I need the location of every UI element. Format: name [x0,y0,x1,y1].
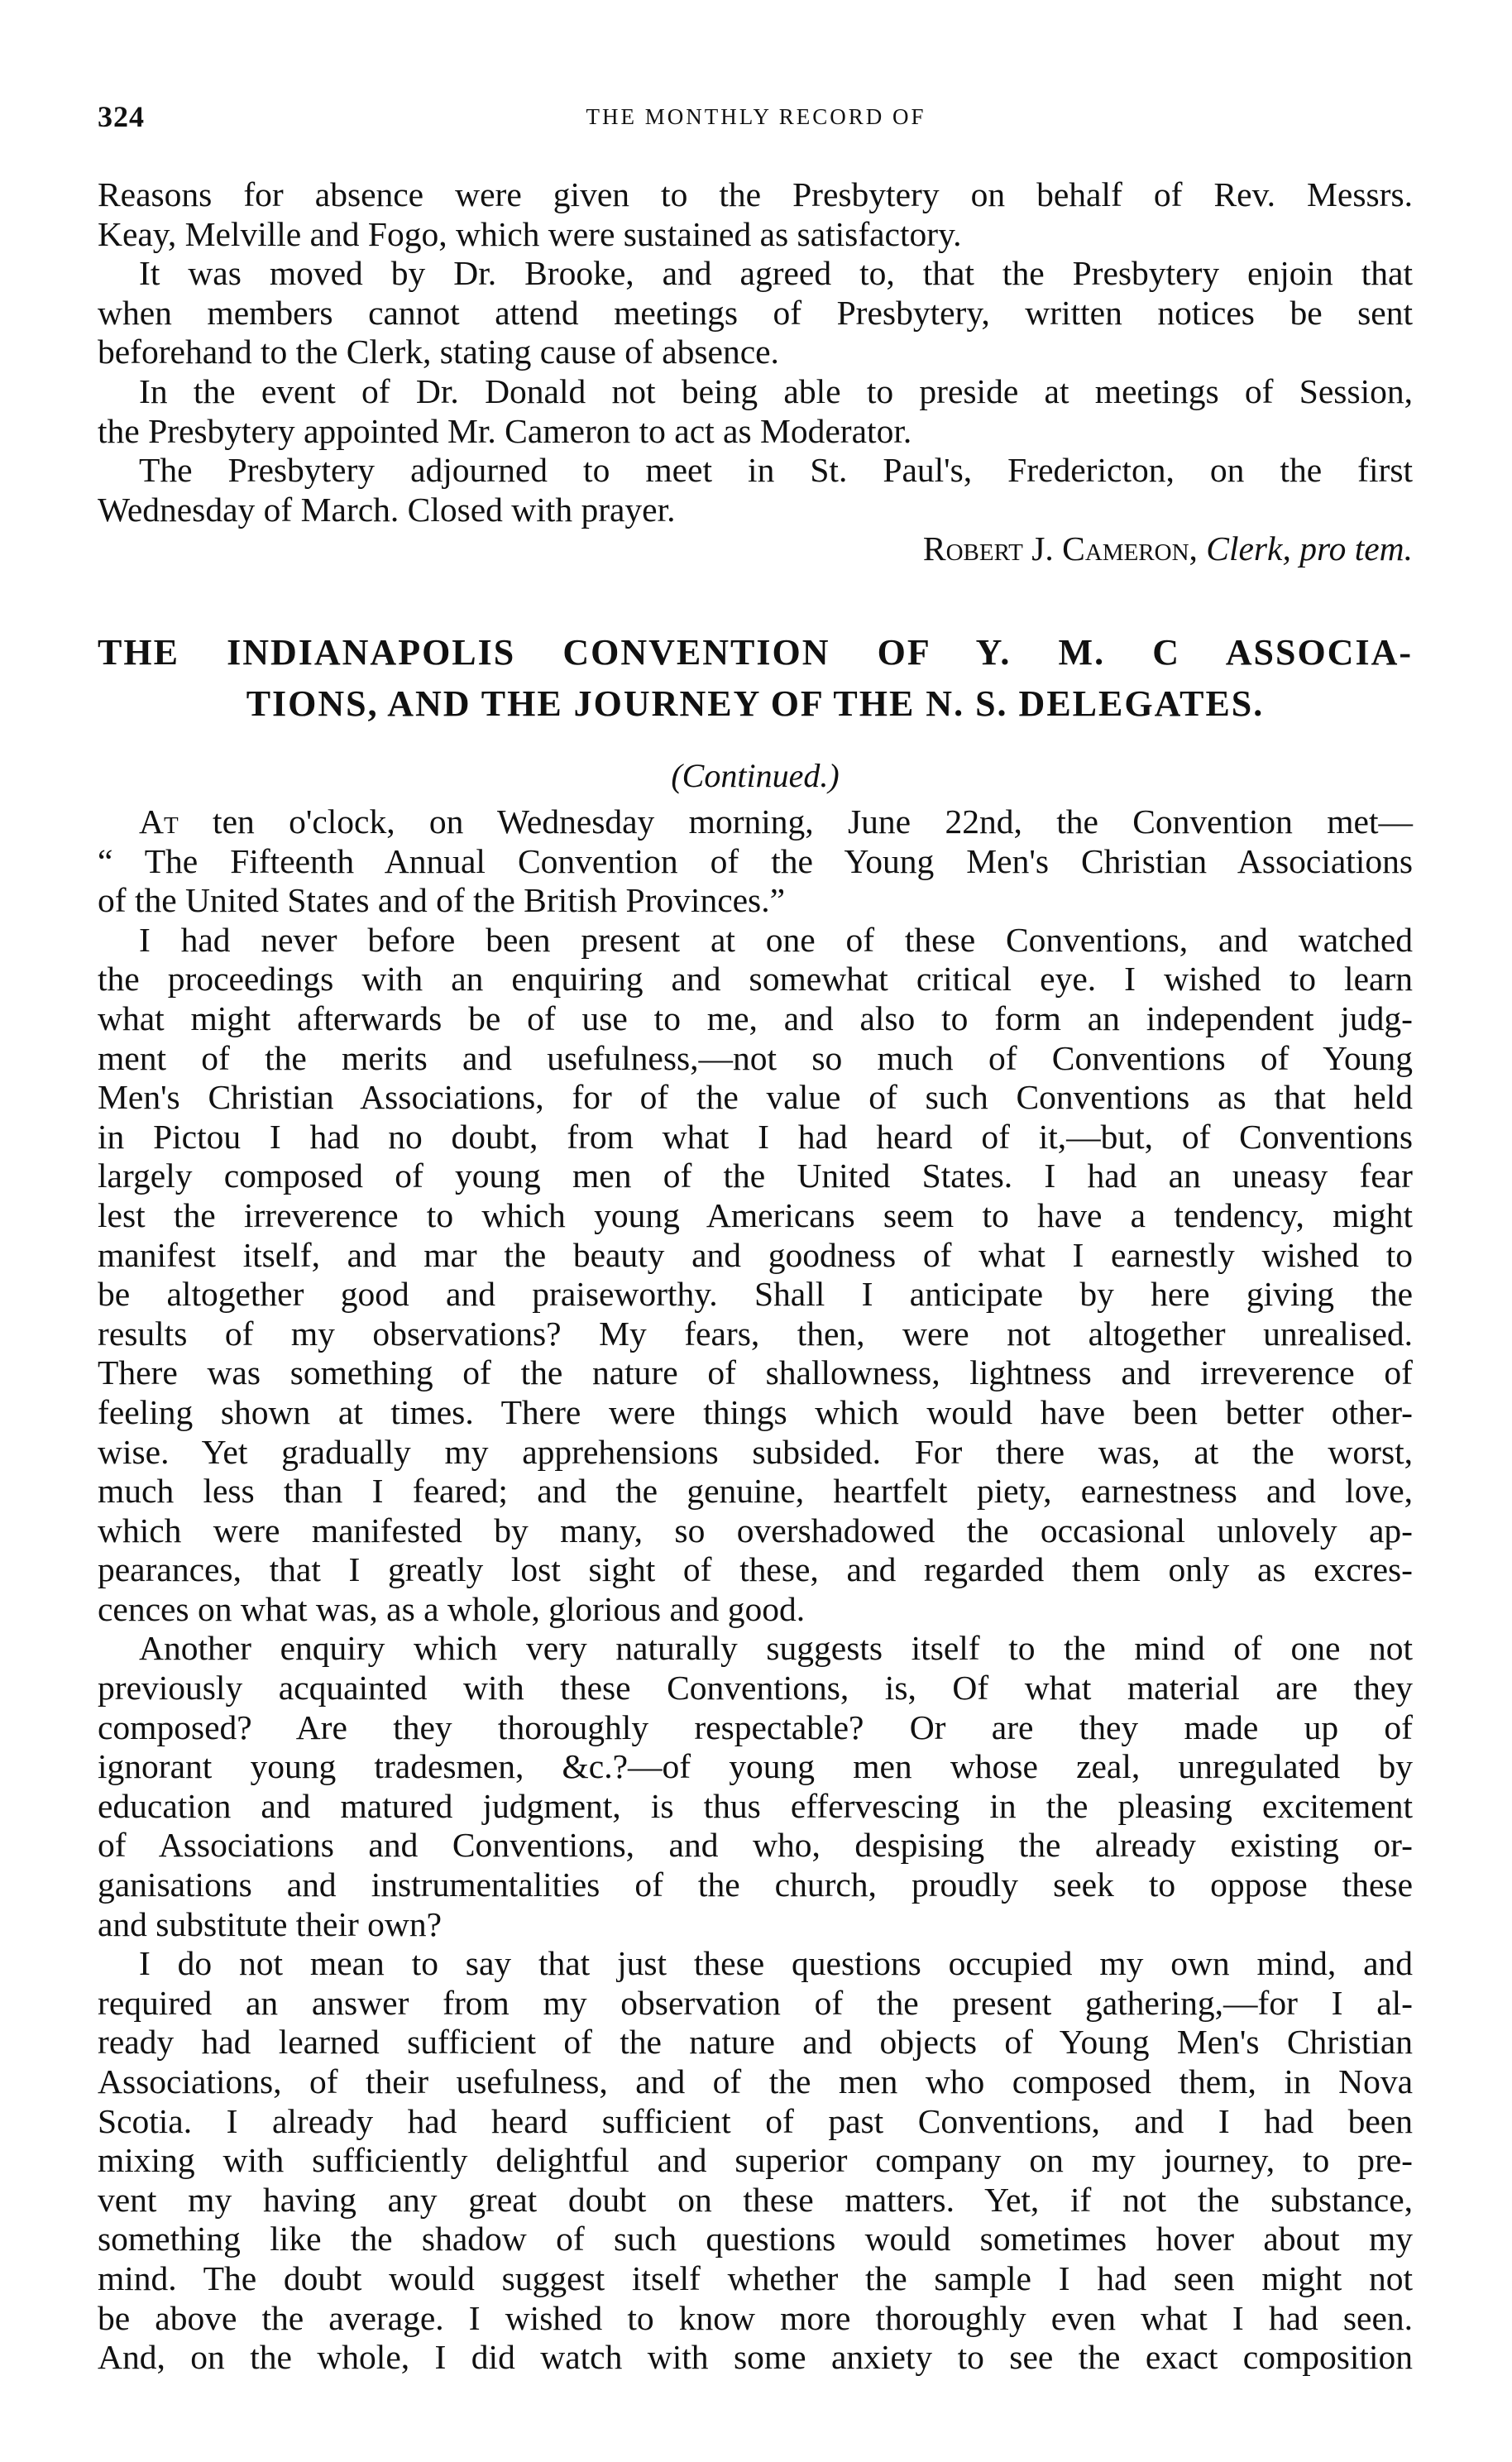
text-line: In the event of Dr. Donald not being able to preside at meetings of Session, [139,371,1413,410]
text-line: ment of the merits and usefulness,—not so much of Conventions of Young [98,1038,1413,1077]
text-line: I had never before been present at one of these Conventions, and watched [139,920,1413,959]
text-line: mixing with sufficiently delightful and superior company on my journey, to pre- [98,2141,1413,2180]
text-line: Keay, Melville and Fogo, which were sustained as satisfactory. [98,214,962,253]
signature [98,529,1413,569]
text-line: mind. The doubt would suggest itself whether the sample I had seen might not [98,2258,1413,2297]
text-line: something like the shadow of such questions would sometimes hover about my [98,2220,1413,2258]
text-line: Reasons for absence were given to the Presbytery on behalf of Rev. Messrs. [98,175,1413,213]
text-line: Wednesday of March. Closed with prayer. [98,490,676,529]
text-line: previously acquainted with these Conventions, is, Of what material are they [98,1669,1413,1708]
text-line: which were manifested by many, so overshadowed the occasional unlovely ap- [98,1511,1413,1550]
text-line: of the United States and of the British Provinces.” [98,881,785,920]
text-line: “ The Fifteenth Annual Convention of the Young Men's Christian Associations [98,841,1413,880]
text-line: I do not mean to say that just these questions occupied my own mind, and [139,1944,1413,1983]
article-title-line: TIONS, AND THE JOURNEY OF THE N. S. DELEGATES. [246,683,1265,724]
text-line: manifest itself, and mar the beauty and goodness of what I earnestly wished to [98,1235,1413,1274]
text-line: what might afterwards be of use to me, and also to form an independent judg- [98,999,1413,1037]
text-line: The Presbytery adjourned to meet in St. Paul's, Fredericton, on the first [139,451,1413,490]
text-line: in Pictou I had no doubt, from what I had heard of it,—but, of Conventions [98,1117,1413,1156]
page-number: 324 [98,100,145,133]
article-body [98,802,1413,2378]
text-line: largely composed of young men of the United States. I had an uneasy fear [98,1157,1413,1195]
text-line: results of my observations? My fears, then, were not altogether unrealised. [98,1314,1413,1353]
text-line: education and matured judgment, is thus effervescing in the pleasing excitement [98,1786,1413,1825]
signature-role: Clerk, pro tem. [1206,529,1413,568]
article-title [98,627,1413,730]
text-line: feeling shown at times. There were things which would have been better other- [98,1392,1413,1431]
text-line: Associations, of their usefulness, and of the men who composed them, in Nova [98,2062,1413,2100]
text-line: be above the average. I wished to know more thoroughly even what I had seen. [98,2298,1413,2337]
text-line: Scotia. I already had heard sufficient of past Conventions, and I had been [98,2101,1413,2140]
text-line: and substitute their own? [98,1904,443,1943]
text-line: vent my having any great doubt on these matters. Yet, if not the substance, [98,2180,1413,2219]
text-line: the proceedings with an enquiring and somewhat critical eye. I wished to learn [98,960,1413,999]
text-line: ganisations and instrumentalities of the church, proudly seek to oppose these [98,1866,1413,1904]
running-title: THE MONTHLY RECORD OF [586,104,926,129]
text-line: lest the irreverence to which young Americans seem to have a tendency, might [98,1195,1413,1234]
text-line: much less than I feared; and the genuine, heartfelt piety, earnestness and love, [98,1472,1413,1511]
article-title-line: THE INDIANAPOLIS CONVENTION OF Y. M. C ASSOCIA- [98,632,1413,673]
text-line: Another enquiry which very naturally suggests itself to the mind of one not [139,1629,1413,1668]
text-line: Men's Christian Associations, for of the value of such Conventions as that held [98,1078,1413,1117]
lead-word: At [139,802,179,841]
text-line: ready had learned sufficient of the nature and objects of Young Men's Christian [98,2023,1413,2062]
text-line: be altogether good and praiseworthy. Shall I anticipate by here giving the [98,1275,1413,1314]
text-line: And, on the whole, I did watch with some anxiety to see the exact composition [98,2338,1413,2377]
text-line: pearances, that I greatly lost sight of these, and regarded them only as excres- [98,1550,1413,1589]
text-line: ignorant young tradesmen, &c.?—of young men whose zeal, unregulated by [98,1747,1413,1786]
text-line: There was something of the nature of shallowness, lightness and irreverence of [98,1353,1413,1392]
text-line-rest: ten o'clock, on Wednesday morning, June 22nd, the Convention met— [178,802,1413,841]
text-line: wise. Yet gradually my apprehensions subsided. For there was, at the worst, [98,1432,1413,1471]
text-line: cences on what was, as a whole, glorious and good. [98,1589,806,1628]
text-line: when members cannot attend meetings of Presbytery, written notices be sent [98,293,1413,332]
text-line: It was moved by Dr. Brooke, and agreed to, that the Presbytery enjoin that [139,254,1413,293]
presbytery-minutes [98,175,1413,569]
text-line: composed? Are they thoroughly respectable? Or are they made up of [98,1708,1413,1746]
text-line: of Associations and Conventions, and who, despising the already existing or- [98,1826,1413,1865]
text-line: beforehand to the Clerk, stating cause of absence. [98,333,779,371]
text-line [98,802,1413,842]
text-line: required an answer from my observation of the present gathering,—for I al- [98,1983,1413,2022]
text-line: the Presbytery appointed Mr. Cameron to act as Moderator. [98,411,912,450]
running-header [0,99,1512,149]
continued-label: (Continued.) [671,757,840,794]
signature-name: Robert J. Cameron, [922,529,1198,568]
